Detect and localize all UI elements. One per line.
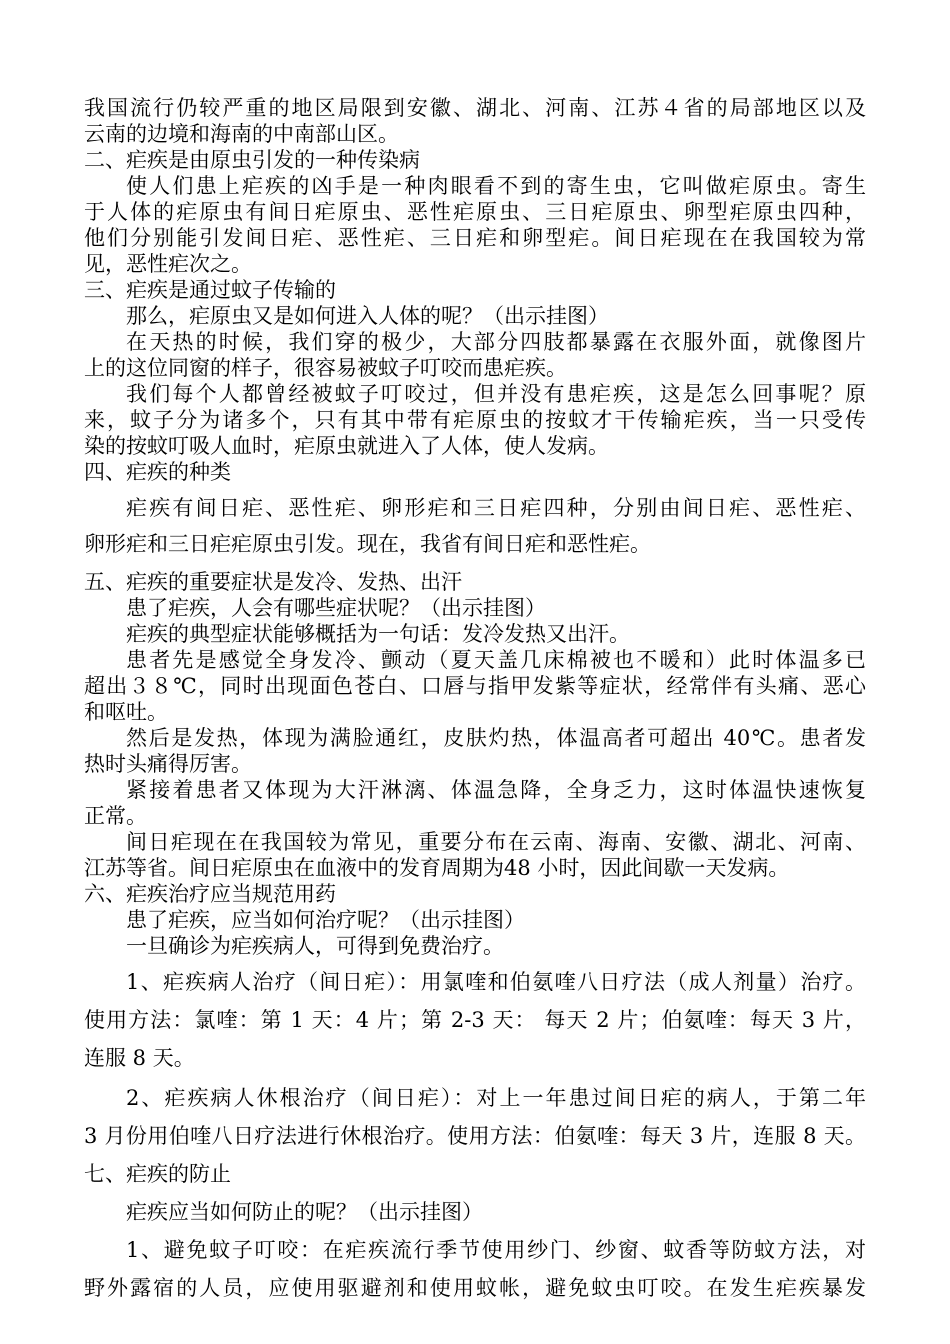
section-heading: 四、疟疾的种类 [84,460,231,484]
text-line: 他们分别能引发间日疟、恶性疟、三日疟和卵型疟。间日疟现在在我国较为常 [84,226,866,250]
text-line: 热时头痛得厉害。 [84,752,252,776]
section-heading: 三、疟疾是通过蚊子传输的 [84,278,336,302]
text-line: 使用方法：氯喹：第 1 天：4 片；第 2-3 天： 每天 2 片；伯氨喹：每天 3 片， [84,1008,866,1032]
text-line: 使人们患上疟疾的凶手是一种肉眼看不到的寄生虫，它叫做疟原虫。寄生 [126,174,866,198]
text-line: 云南的边境和海南的中南部山区。 [84,122,399,146]
text-line: 一旦确诊为疟疾病人，可得到免费治疗。 [126,934,504,958]
text-line: 患者先是感觉全身发冷、颤动（夏天盖几床棉被也不暖和）此时体温多已 [126,648,866,672]
text-line: 我们每个人都曾经被蚊子叮咬过，但并没有患疟疾，这是怎么回事呢？原 [126,382,866,406]
text-line: 野外露宿的人员，应使用驱避剂和使用蚊帐，避免蚊虫叮咬。在发生疟疾暴发 [84,1276,866,1300]
text-line: 2、疟疾病人休根治疗（间日疟）：对上一年患过间日疟的病人，于第二年 [126,1086,866,1110]
text-line: 于人体的疟原虫有间日疟原虫、恶性疟原虫、三日疟原虫、卵型疟原虫四种， [84,200,866,224]
text-line: 我国流行仍较严重的地区局限到安徽、湖北、河南、江苏４省的局部地区以及 [84,96,866,120]
text-line: 见，恶性疟次之。 [84,252,252,276]
text-line: 连服 8 天。 [84,1046,195,1070]
text-line: 间日疟现在在我国较为常见，重要分布在云南、海南、安徽、湖北、河南、 [126,830,866,854]
text-line: 然后是发热，体现为满脸通红，皮肤灼热，体温高者可超出 40℃。患者发 [126,726,866,750]
section-heading: 五、疟疾的重要症状是发冷、发热、出汗 [84,570,462,594]
text-line: 疟疾有间日疟、恶性疟、卵形疟和三日疟四种，分别由间日疟、恶性疟、 [126,496,866,520]
text-line: 患了疟疾，应当如何治疗呢？（出示挂图） [126,908,525,932]
text-line: 1、疟疾病人治疗（间日疟）：用氯喹和伯氨喹八日疗法（成人剂量）治疗。 [126,970,866,994]
text-line: 疟疾的典型症状能够概括为一句话：发冷发热又出汗。 [126,622,630,646]
section-heading: 六、疟疾治疗应当规范用药 [84,882,336,906]
text-line: 上的这位同窗的样子，很容易被蚊子叮咬而患疟疾。 [84,356,567,380]
section-heading: 二、疟疾是由原虫引发的一种传染病 [84,148,420,172]
text-line: 染的按蚊叮吸人血时，疟原虫就进入了人体，使人发病。 [84,434,609,458]
text-line: 在天热的时候，我们穿的极少，大部分四肢都暴露在衣服外面，就像图片 [126,330,866,354]
text-line: 卵形疟和三日疟疟原虫引发。现在，我省有间日疟和恶性疟。 [84,532,651,556]
text-line: 超出３８℃，同时出现面色苍白、口唇与指甲发紫等症状，经常伴有头痛、恶心 [84,674,866,698]
text-line: 疟疾应当如何防止的呢？（出示挂图） [126,1200,483,1224]
text-line: 那么，疟原虫又是如何进入人体的呢？（出示挂图） [126,304,609,328]
text-line: 和呕吐。 [84,700,168,724]
text-line: 患了疟疾，人会有哪些症状呢？（出示挂图） [126,596,546,620]
text-line: 正常。 [84,804,147,828]
text-line: 3 月份用伯喹八日疗法进行休根治疗。使用方法：伯氨喹：每天 3 片，连服 8 天。 [84,1124,866,1148]
text-line: 来，蚊子分为诸多个，只有其中带有疟原虫的按蚊才干传输疟疾，当一只受传 [84,408,866,432]
text-line: 江苏等省。间日疟原虫在血液中的发育周期为48 小时，因此间歇一天发病。 [84,856,790,880]
text-line: 1、避免蚊子叮咬：在疟疾流行季节使用纱门、纱窗、蚊香等防蚊方法，对 [126,1238,866,1262]
text-line: 紧接着患者又体现为大汗淋漓、体温急降，全身乏力，这时体温快速恢复 [126,778,866,802]
section-heading: 七、疟疾的防止 [84,1162,231,1186]
